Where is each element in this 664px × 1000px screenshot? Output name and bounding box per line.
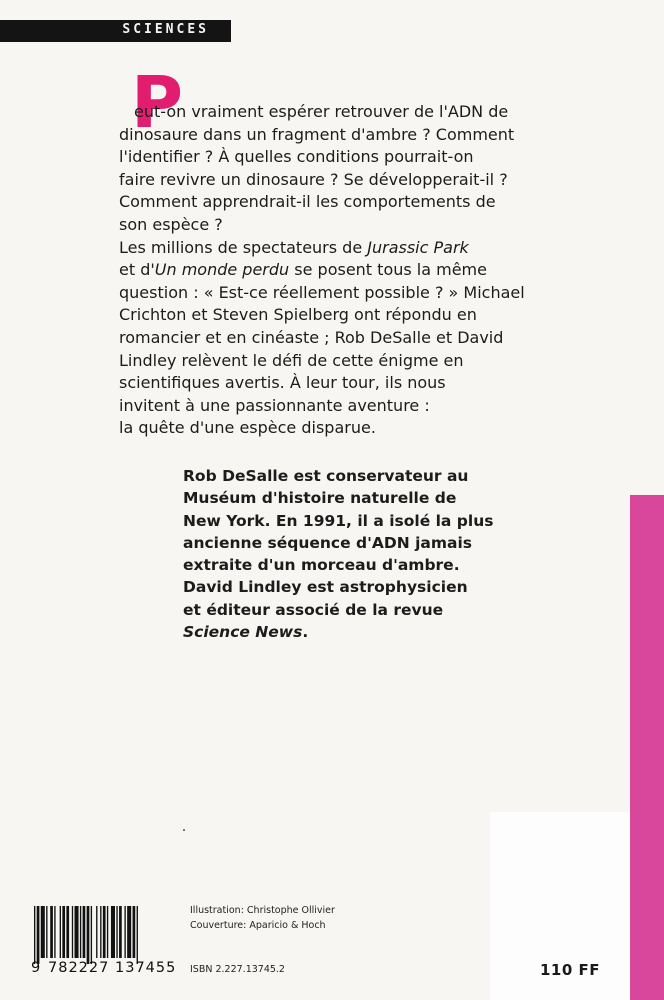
author-bio: [183, 465, 503, 643]
barcode-bar: [100, 906, 101, 958]
bio-line: ancienne séquence d'ADN jamais: [183, 533, 472, 552]
barcode-bar: [107, 906, 108, 958]
sciences-label: SCIENCES: [122, 22, 209, 37]
barcode-bar: [111, 906, 115, 958]
barcode-bar: [133, 906, 136, 958]
barcode: [32, 906, 178, 964]
intro-line: Crichton et Steven Spielberg ont répondu en: [119, 305, 477, 325]
barcode-bar: [87, 906, 90, 964]
barcode-first-digit: 9: [31, 960, 41, 976]
barcode-bar: [124, 906, 125, 958]
barcode-bar: [80, 906, 81, 958]
intro-line: eut-on vraiment espérer retrouver de l'ADN de: [134, 102, 509, 121]
intro-text: [119, 101, 579, 440]
barcode-digits: [31, 960, 181, 982]
intro-line: l'identifier ? À quelles conditions pourrait-on: [119, 147, 474, 167]
intro-line: question : « Est-ce réellement possible ? » Michael: [119, 282, 525, 302]
bio-line: [183, 621, 503, 643]
barcode-bar: [91, 906, 92, 964]
intro-text-span: Les millions de spectateurs de: [119, 237, 368, 257]
intro-line: scientifiques avertis. À leur tour, ils nous: [119, 373, 446, 393]
bio-period: .: [302, 623, 309, 642]
barcode-bar: [54, 906, 55, 958]
intro-line: faire revivre un dinosaure ? Se développerait-il ?: [119, 169, 508, 189]
barcode-bar: [83, 906, 86, 958]
bio-line: New York. En 1991, il a isolé la plus: [183, 511, 494, 530]
bio-line: David Lindley est astrophysicien: [183, 578, 468, 597]
drop-cap: P: [131, 61, 184, 144]
barcode-bar: [50, 906, 53, 958]
accent-bar: [630, 495, 664, 1000]
barcode-bar: [72, 906, 73, 958]
intro-line: la quête d'une espèce disparue.: [119, 418, 376, 438]
bio-line: extraite d'un morceau d'ambre.: [183, 556, 460, 575]
intro-line: invitent à une passionnante aventure :: [119, 395, 430, 415]
barcode-bar: [103, 906, 106, 958]
barcode-bar: [127, 906, 131, 958]
barcode-right-digits: 137455: [115, 960, 177, 976]
film-title-un-monde-perdu: Un monde perdu: [154, 260, 290, 280]
barcode-bar: [96, 906, 97, 958]
credits: [190, 903, 335, 933]
intro-line: Lindley relèvent le défi de cette énigme en: [119, 350, 464, 370]
intro-line: Comment apprendrait-il les comportements de: [119, 192, 496, 212]
barcode-bar: [116, 906, 117, 958]
intro-line: son espèce ?: [119, 214, 223, 234]
barcode-bar: [34, 906, 35, 964]
barcode-bar: [46, 906, 47, 958]
bio-line: et éditeur associé de la revue: [183, 600, 444, 619]
intro-line: [119, 237, 579, 260]
barcode-bar: [75, 906, 79, 958]
barcode-left-digits: 782227: [48, 960, 110, 976]
magazine-title-science-news: Science News: [183, 623, 303, 642]
bio-line: Rob DeSalle est conservateur au: [183, 467, 469, 485]
barcode-bar: [137, 906, 138, 964]
intro-line: [119, 259, 579, 282]
intro-text-span: et d': [119, 260, 155, 280]
isbn-number: ISBN 2.227.13745.2: [190, 964, 285, 975]
cover-credit: Couverture: Aparicio & Hoch: [190, 920, 326, 931]
barcode-bar: [60, 906, 61, 958]
speck: [183, 829, 185, 831]
price-tag: 110 FF: [539, 961, 600, 979]
barcode-bar: [66, 906, 69, 958]
barcode-bar: [62, 906, 65, 958]
film-title-jurassic-park: Jurassic Park: [367, 237, 469, 257]
bio-line: Muséum d'histoire naturelle de: [183, 489, 457, 508]
barcode-bar: [41, 906, 45, 958]
sciences-banner: [0, 20, 231, 42]
barcode-bar: [37, 906, 40, 964]
illustration-credit: Illustration: Christophe Ollivier: [190, 905, 335, 916]
intro-line: dinosaure dans un fragment d'ambre ? Comment: [119, 124, 515, 144]
intro-text-span: se posent tous la même: [289, 260, 487, 280]
barcode-bar: [119, 906, 122, 958]
intro-line: romancier et en cinéaste ; Rob DeSalle et David: [119, 327, 504, 347]
